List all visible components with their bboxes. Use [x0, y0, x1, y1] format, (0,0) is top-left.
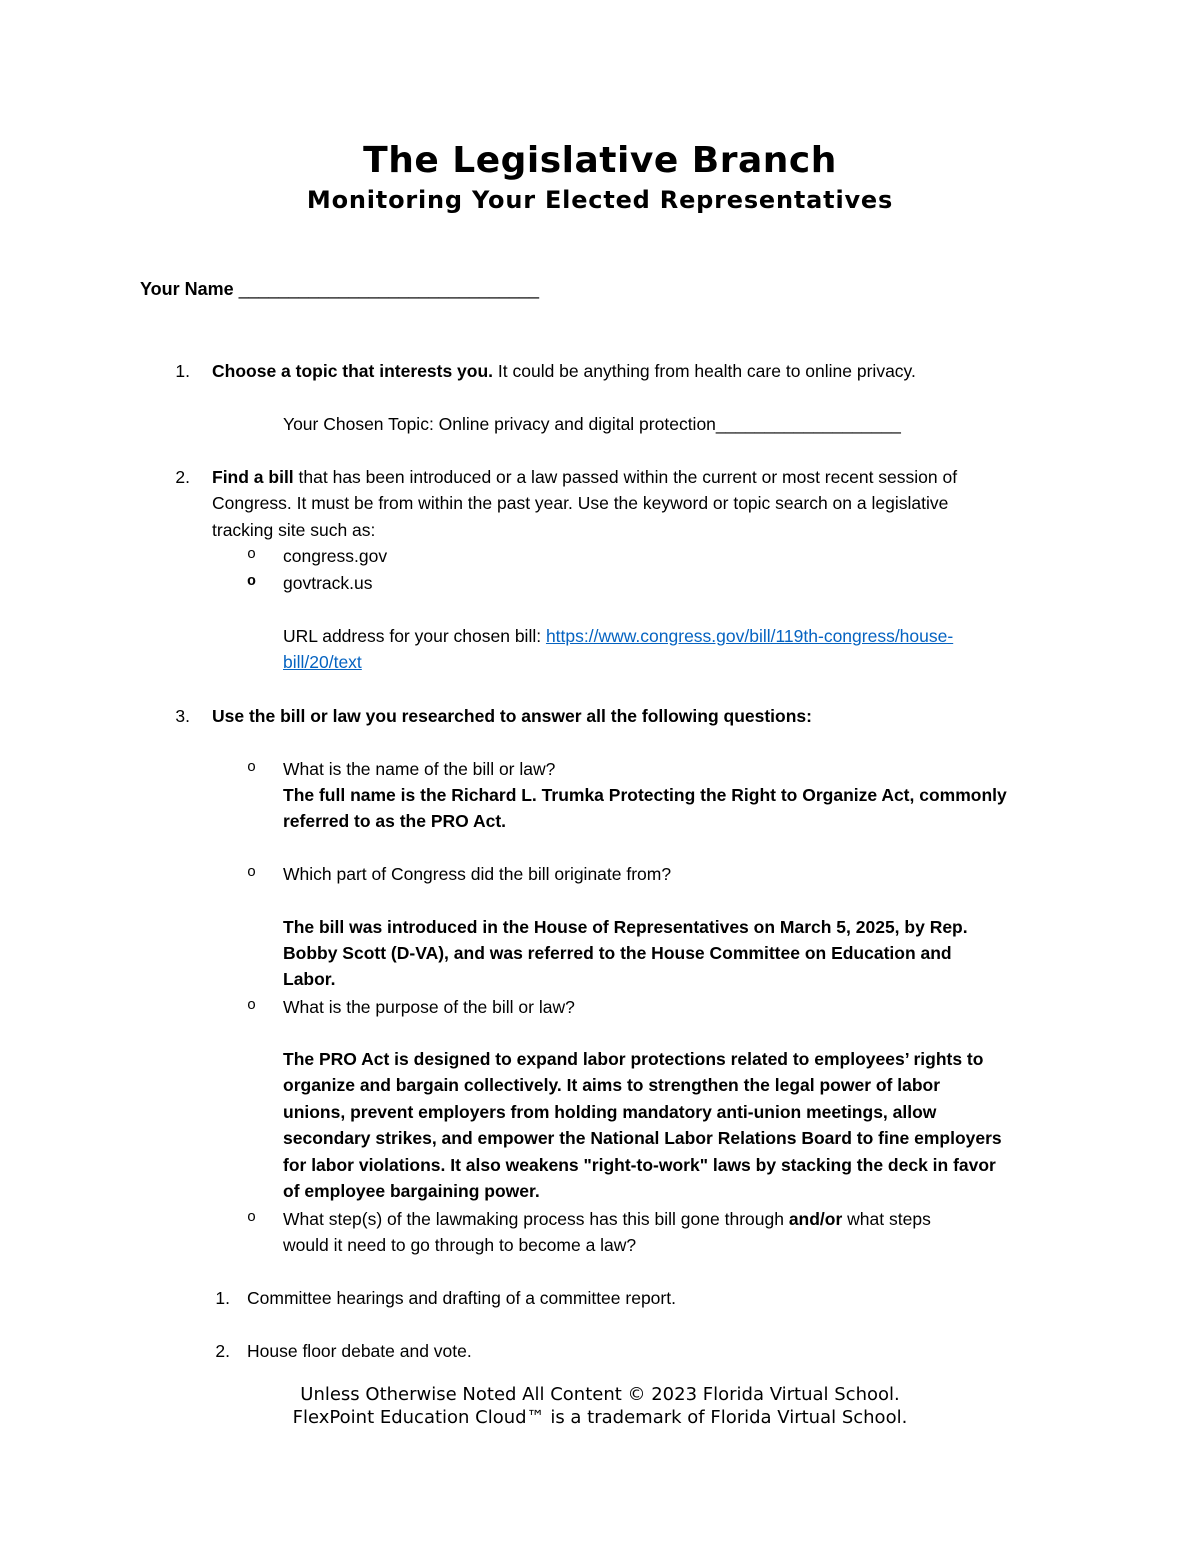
answer-2-line-3: Labor.	[283, 969, 336, 989]
url-line-2	[283, 649, 362, 676]
url-label: URL address for your chosen bill:	[283, 626, 546, 646]
footer-trademark: FlexPoint Education Cloud™ is a trademark of Florida Virtual School.	[292, 1407, 908, 1428]
answer-3-line-6: of employee bargaining power.	[283, 1181, 540, 1201]
your-name-label: Your Name	[140, 279, 234, 299]
site-govtrack-us: govtrack.us	[283, 573, 373, 593]
page-subtitle: Monitoring Your Elected Representatives	[306, 186, 894, 214]
answer-1-line-2: referred to as the PRO Act.	[283, 811, 507, 831]
item-1-bold: Choose a topic that interests you.	[212, 361, 494, 381]
answer-2-line-2: Bobby Scott (D-VA), and was referred to the House Committee on Education and	[283, 943, 952, 963]
answer-2-line-1: The bill was introduced in the House of Representatives on March 5, 2025, by Rep.	[283, 917, 968, 937]
chosen-topic-line	[283, 411, 901, 438]
step-2-number: 2.	[215, 1341, 230, 1361]
footer-copyright: Unless Otherwise Noted All Content © 2023 Florida Virtual School.	[300, 1384, 900, 1405]
answer-3-line-5: for labor violations. It also weakens "right-to-work" laws by stacking the deck in favor	[283, 1155, 996, 1175]
item-2-bold: Find a bill	[212, 467, 294, 487]
question-4-bold: and/or	[788, 1209, 843, 1229]
item-2-line-2: Congress. It must be from within the past year. Use the keyword or topic search on a legislative	[212, 493, 949, 513]
bullet-icon: o	[247, 546, 257, 563]
page-title: The Legislative Branch	[363, 140, 837, 181]
bullet-icon: o	[247, 1209, 257, 1226]
footer	[0, 1383, 1200, 1429]
bill-url-link[interactable]: https://www.congress.gov/bill/119th-congress/house-	[545, 626, 954, 646]
step-2-text: House floor debate and vote.	[247, 1341, 472, 1361]
bullet-icon: o	[247, 864, 257, 881]
item-2-line-1-rest: that has been introduced or a law passed within the current or most recent session of	[293, 467, 958, 487]
chosen-topic-blank: ___________________	[715, 414, 901, 434]
answer-3-line-2: organize and bargain collectively. It aims to strengthen the legal power of labor	[283, 1075, 941, 1095]
item-1-number: 1.	[175, 361, 190, 381]
bullet-icon: o	[247, 573, 257, 590]
answer-3-line-3: unions, prevent employers from holding mandatory anti-union meetings, allow	[283, 1102, 937, 1122]
bullet-icon: o	[247, 997, 257, 1014]
question-4-part-2: what steps	[842, 1209, 931, 1229]
chosen-topic-label: Your Chosen Topic:	[283, 414, 439, 434]
question-4-part-1: What step(s) of the lawmaking process has this bill gone through	[283, 1209, 789, 1229]
question-4-line-2: would it need to go through to become a law?	[283, 1235, 637, 1255]
question-2: Which part of Congress did the bill originate from?	[283, 864, 672, 884]
step-1-number: 1.	[215, 1288, 230, 1308]
answer-3-line-1: The PRO Act is designed to expand labor protections related to employees’ rights to	[283, 1049, 984, 1069]
item-2-line-3: tracking site such as:	[212, 520, 376, 540]
bullet-icon: o	[247, 759, 257, 776]
item-1-text	[212, 358, 916, 385]
your-name-blank[interactable]: ______________________________	[238, 279, 540, 299]
question-1: What is the name of the bill or law?	[283, 759, 556, 779]
item-1-rest: It could be anything from health care to online privacy.	[493, 361, 916, 381]
chosen-topic-value[interactable]: Online privacy and digital protection	[438, 414, 716, 434]
answer-3-line-4: secondary strikes, and empower the National Labor Relations Board to fine employers	[283, 1128, 1002, 1148]
your-name-field[interactable]	[140, 279, 539, 300]
item-2-line-1	[212, 464, 957, 491]
question-4-line-1	[283, 1206, 931, 1233]
bill-url-link-continued[interactable]: bill/20/text	[283, 652, 362, 672]
url-line	[283, 623, 953, 650]
site-congress-gov: congress.gov	[283, 546, 388, 566]
item-3-heading: Use the bill or law you researched to answer all the following questions:	[212, 706, 812, 726]
item-2-number: 2.	[175, 467, 190, 487]
step-1-text: Committee hearings and drafting of a committee report.	[247, 1288, 676, 1308]
question-3: What is the purpose of the bill or law?	[283, 997, 575, 1017]
item-3-number: 3.	[175, 706, 190, 726]
answer-1-line-1: The full name is the Richard L. Trumka Protecting the Right to Organize Act, commonly	[283, 785, 1007, 805]
